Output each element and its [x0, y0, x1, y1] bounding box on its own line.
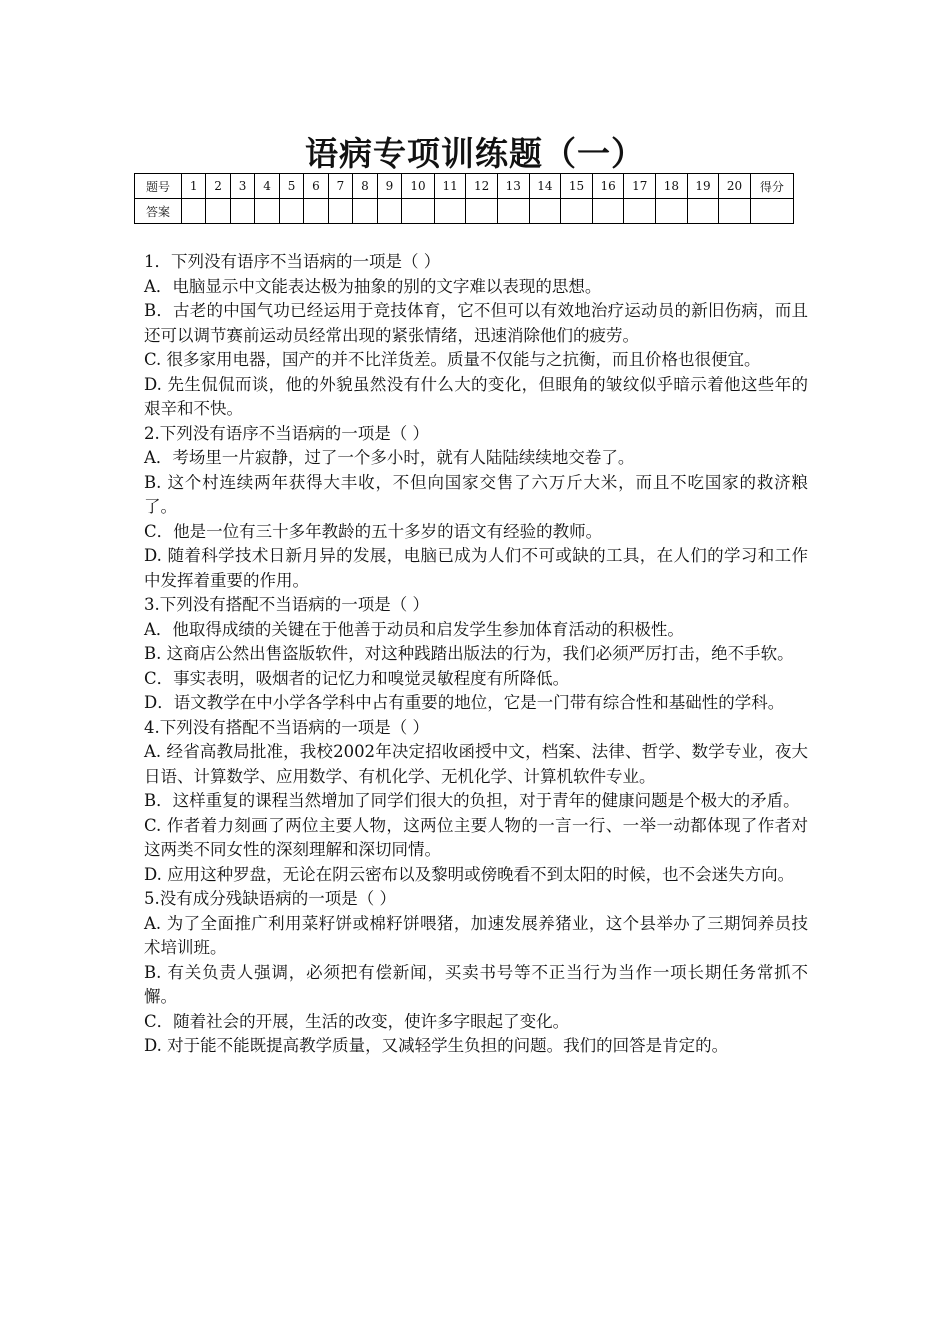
header-label-cell: 题号 — [135, 174, 182, 199]
question-stem: 5.没有成分残缺语病的一项是（ ） — [144, 889, 396, 908]
answer-cell[interactable] — [328, 199, 352, 224]
answer-cell[interactable] — [719, 199, 751, 224]
answer-option: D. 先生侃侃而谈，他的外貌虽然没有什么大的变化，但眼角的皱纹似乎暗示着他这些年的艰辛和不快。 — [144, 374, 808, 418]
question-number-cell: 14 — [529, 174, 561, 199]
answer-option: B. 这商店公然出售盗版软件，对这种践踏出版法的行为，我们必须严厉打击，绝不手软。 — [144, 644, 794, 663]
answer-cell[interactable] — [434, 199, 466, 224]
answer-option: C. 作者着力刻画了两位主要人物，这两位主要人物的一言一行、一举一动都体现了作者对这两类不同女性的深刻理解和深切同情。 — [144, 815, 808, 859]
question-number-cell: 1 — [181, 174, 205, 199]
answer-cell[interactable] — [466, 199, 498, 224]
answer-cell[interactable] — [206, 199, 230, 224]
question-number-cell: 12 — [466, 174, 498, 199]
answer-option: B．古老的中国气功已经运用于竞技体育，它不但可以有效地治疗运动员的新旧伤病，而且还可以调节赛前运动员经常出现的紧张情绪，迅速消除他们的疲劳。 — [144, 301, 808, 345]
question-number-cell: 3 — [230, 174, 254, 199]
answer-option: A．考场里一片寂静，过了一个多小时，就有人陆陆续续地交卷了。 — [144, 448, 635, 467]
question-stem: 4.下列没有搭配不当语病的一项是（ ） — [144, 717, 429, 737]
answer-cell[interactable] — [230, 199, 254, 224]
answer-option: D. 随着科学技术日新月异的发展，电脑已成为人们不可或缺的工具，在人们的学习和工作中发挥着重要的作用。 — [144, 546, 808, 590]
question-number-cell: 19 — [687, 174, 719, 199]
question-number-cell: 20 — [719, 174, 751, 199]
question-number-cell: 11 — [434, 174, 466, 199]
answer-cell[interactable] — [402, 199, 435, 224]
question-number-cell: 13 — [498, 174, 530, 199]
answer-cell[interactable] — [561, 199, 593, 224]
answer-cell[interactable] — [304, 199, 328, 224]
answer-cell[interactable] — [279, 199, 303, 224]
question-number-row — [135, 174, 794, 199]
score-cell[interactable] — [750, 199, 793, 224]
question-stem: 3.下列没有搭配不当语病的一项是（ ） — [144, 595, 429, 614]
question-number-cell: 18 — [656, 174, 688, 199]
question-number-cell: 17 — [624, 174, 656, 199]
answer-cell[interactable] — [498, 199, 530, 224]
answer-sheet-table — [134, 173, 794, 224]
question-number-cell: 15 — [561, 174, 593, 199]
answer-option: C．事实表明，吸烟者的记忆力和嗅觉灵敏程度有所降低。 — [144, 668, 570, 688]
answer-row — [135, 199, 794, 224]
answer-cell[interactable] — [377, 199, 401, 224]
question-stem: 1．下列没有语序不当语病的一项是（ ） — [144, 252, 441, 271]
question-number-cell: 2 — [206, 174, 230, 199]
answer-option: C．他是一位有三十多年教龄的五十多岁的语文有经验的教师。 — [144, 521, 603, 541]
question-number-cell: 10 — [402, 174, 435, 199]
question-number-cell: 7 — [328, 174, 352, 199]
answer-option: B. 这个村连续两年获得大丰收，不但向国家交售了六万斤大米，而且不吃国家的救济粮了。 — [144, 472, 808, 516]
answer-option: D. 对于能不能既提高教学质量，又减轻学生负担的问题。我们的回答是肯定的。 — [144, 1036, 729, 1055]
question-number-cell: 16 — [592, 174, 624, 199]
answer-option: B. 有关负责人强调，必须把有偿新闻，买卖书号等不正当行为当作一项长期任务常抓不懈。 — [144, 962, 808, 1006]
question-number-cell: 5 — [279, 174, 303, 199]
answer-option: A. 为了全面推广利用菜籽饼或棉籽饼喂猪，加速发展养猪业，这个县举办了三期饲养员技术培训班。 — [144, 913, 808, 957]
page-title: 语病专项训练题（一） — [305, 134, 645, 173]
answer-cell[interactable] — [592, 199, 624, 224]
question-stem: 2.下列没有语序不当语病的一项是（ ） — [144, 423, 429, 443]
answer-option: D. 应用这种罗盘，无论在阴云密布以及黎明或傍晚看不到太阳的时候，也不会迷失方向。 — [144, 864, 795, 884]
answer-cell[interactable] — [255, 199, 279, 224]
answer-option: A. 经省高教局批准，我校2002年决定招收函授中文，档案、法律、哲学、数学专业，夜大日语、计算数学、应用数学、有机化学、无机化学、计算机软件专业。 — [144, 742, 808, 786]
question-number-cell: 6 — [304, 174, 328, 199]
answer-cell[interactable] — [181, 199, 205, 224]
answer-cell[interactable] — [529, 199, 561, 224]
answer-cell[interactable] — [624, 199, 656, 224]
answer-option: D．语文教学在中小学各学科中占有重要的地位，它是一门带有综合性和基础性的学科。 — [144, 693, 785, 712]
answer-option: A．他取得成绩的关键在于他善于动员和启发学生参加体育活动的积极性。 — [144, 619, 684, 639]
answer-option: C．随着社会的开展，生活的改变，使许多字眼起了变化。 — [144, 1011, 570, 1031]
question-number-cell: 8 — [353, 174, 377, 199]
score-header-cell: 得分 — [750, 174, 793, 199]
answer-option: B．这样重复的课程当然增加了同学们很大的负担，对于青年的健康问题是个极大的矛盾。 — [144, 791, 800, 810]
question-number-cell: 4 — [255, 174, 279, 199]
question-number-cell: 9 — [377, 174, 401, 199]
answer-cell[interactable] — [656, 199, 688, 224]
answer-option: C. 很多家用电器，国产的并不比洋货差。质量不仅能与之抗衡，而且价格也很便宜。 — [144, 350, 761, 369]
questions-section — [144, 250, 808, 1059]
answer-cell[interactable] — [687, 199, 719, 224]
answer-label-cell: 答案 — [135, 199, 182, 224]
answer-cell[interactable] — [353, 199, 377, 224]
answer-option: A．电脑显示中文能表达极为抽象的别的文字难以表现的思想。 — [144, 276, 602, 296]
